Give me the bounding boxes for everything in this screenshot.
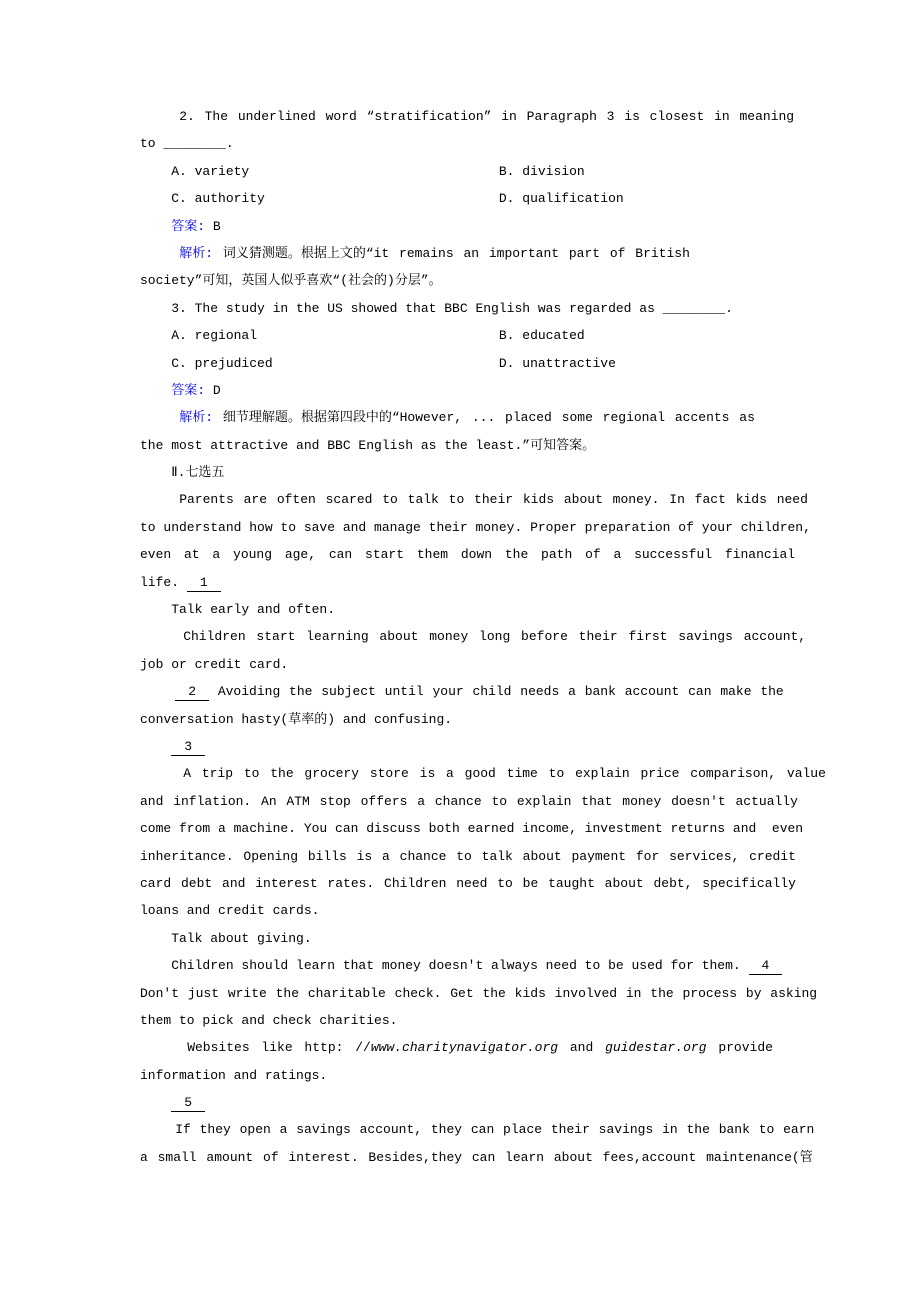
- numbered-blank: 1: [187, 575, 221, 592]
- paragraph-line: [140, 815, 890, 842]
- paragraph-line: [140, 1062, 890, 1089]
- options-row: [140, 185, 890, 212]
- analysis-line: [140, 404, 890, 431]
- analysis-line: [140, 240, 890, 267]
- numbered-blank: 5: [171, 1095, 205, 1112]
- text-segment: A trip to the grocery store is a good time to explain price comparison, value: [140, 766, 826, 782]
- text-segment: 词义猜测题。根据上文的“it remains an important part of British: [213, 245, 690, 261]
- text-segment: [140, 739, 171, 754]
- question-stem: [140, 295, 890, 322]
- section-heading: [140, 459, 890, 486]
- answer-line: [140, 213, 890, 240]
- paragraph-line: [140, 1144, 890, 1171]
- paragraph-line: [140, 788, 890, 815]
- label-blue: 答案:: [171, 218, 206, 234]
- paragraph-line: [140, 925, 890, 952]
- options-row: [140, 158, 890, 185]
- text-segment: [140, 246, 179, 261]
- numbered-blank: 3: [171, 739, 205, 756]
- text-segment: to understand how to save and manage their money. Proper preparation of your children,: [140, 519, 811, 535]
- analysis-line: [140, 432, 890, 459]
- paragraph-line: [140, 706, 890, 733]
- text-segment: conversation hasty(草率的) and confusing.: [140, 711, 453, 727]
- paragraph-line: [140, 952, 890, 979]
- text-segment: If they open a savings account, they can place their savings in the bank to earn: [140, 1122, 815, 1138]
- text-segment: D: [205, 382, 221, 398]
- label-blue: 解析:: [179, 245, 214, 261]
- paragraph-line: [140, 733, 890, 760]
- paragraph-line: [140, 514, 890, 541]
- text-segment: job or credit card.: [140, 656, 289, 672]
- text-segment: [140, 383, 171, 398]
- text-segment: Websites like http: //: [140, 1040, 371, 1056]
- paragraph-line: [140, 1116, 890, 1143]
- label-blue: 答案:: [171, 382, 206, 398]
- text-segment: [140, 219, 171, 234]
- text-segment: Children should learn that money doesn't always need to be used for them.: [140, 958, 749, 974]
- text-segment: Avoiding the subject until your child needs a bank account can make the: [209, 684, 784, 700]
- answer-line: [140, 377, 890, 404]
- text-segment: Talk about giving.: [140, 930, 312, 946]
- text-segment: and inflation. An ATM stop offers a chance to explain that money doesn't actually: [140, 793, 798, 809]
- analysis-line: [140, 267, 890, 294]
- text-segment: them to pick and check charities.: [140, 1012, 398, 1028]
- options-row: [140, 322, 890, 349]
- text-segment: inheritance. Opening bills is a chance to talk about payment for services, credit: [140, 848, 796, 864]
- text-segment: society”可知，英国人似乎喜欢“(社会的)分层”。: [140, 273, 442, 289]
- paragraph-line: [140, 623, 890, 650]
- text-segment: Children start learning about money long before their first savings account,: [140, 629, 807, 645]
- text-segment: [140, 410, 179, 425]
- paragraph-line: [140, 843, 890, 870]
- text-segment: 2. The underlined word “stratification” in Paragraph 3 is closest in meaning: [140, 109, 795, 124]
- paragraph-line: [140, 569, 890, 596]
- paragraph-line: [140, 1007, 890, 1034]
- paragraph-line: [140, 486, 890, 513]
- label-blue: 解析:: [179, 410, 214, 426]
- text-segment: A. variety B. division: [140, 163, 585, 179]
- text-segment: to ________.: [140, 136, 234, 152]
- paragraph-line: [140, 760, 890, 787]
- options-row: [140, 350, 890, 377]
- paragraph-line: [140, 1034, 890, 1061]
- text-segment: come from a machine. You can discuss both earned income, investment returns and even: [140, 821, 804, 837]
- text-segment: [140, 684, 175, 699]
- text-segment: Talk early and often.: [140, 602, 336, 618]
- text-segment: Parents are often scared to talk to their kids about money. In fact kids need: [140, 492, 808, 508]
- text-segment: card debt and interest rates. Children need to be taught about debt, specifically: [140, 875, 796, 891]
- paragraph-line: [140, 596, 890, 623]
- text-segment: and: [558, 1040, 606, 1056]
- text-segment: A. regional B. educated: [140, 328, 585, 344]
- paragraph-line: [140, 870, 890, 897]
- paragraph-line: [140, 678, 890, 705]
- url-text: guidestar.org: [605, 1040, 707, 1056]
- text-segment: provide: [706, 1040, 773, 1056]
- text-segment: [140, 1095, 171, 1110]
- paragraph-line: [140, 651, 890, 678]
- url-text: www.charitynavigator.org: [370, 1040, 559, 1056]
- paragraph-line: [140, 897, 890, 924]
- text-segment: Ⅱ.七选五: [140, 465, 225, 481]
- text-segment: even at a young age, can start them down the path of a successful financial: [140, 547, 796, 563]
- paragraph-line: [140, 1089, 890, 1116]
- text-segment: loans and credit cards.: [140, 903, 320, 919]
- text-segment: 3. The study in the US showed that BBC English was regarded as ________.: [140, 300, 733, 316]
- text-segment: a small amount of interest. Besides,they can learn about fees,account maintenance(管: [140, 1149, 813, 1165]
- question-stem: [140, 130, 890, 157]
- text-segment: C. authority D. qualification: [140, 191, 624, 207]
- paragraph-line: [140, 980, 890, 1007]
- text-segment: B: [205, 218, 221, 234]
- numbered-blank: 4: [749, 958, 783, 975]
- numbered-blank: 2: [175, 684, 209, 701]
- text-segment: information and ratings.: [140, 1067, 328, 1083]
- document-body: [140, 103, 890, 1171]
- text-segment: Don't just write the charitable check. Get the kids involved in the process by asking: [140, 985, 818, 1001]
- question-stem: [140, 103, 890, 130]
- text-segment: the most attractive and BBC English as the least.”可知答案。: [140, 437, 596, 453]
- paragraph-line: [140, 541, 890, 568]
- text-segment: life.: [140, 574, 187, 590]
- text-segment: 细节理解题。根据第四段中的“However, ... placed some regional accents as: [213, 410, 755, 426]
- text-segment: C. prejudiced D. unattractive: [140, 355, 616, 371]
